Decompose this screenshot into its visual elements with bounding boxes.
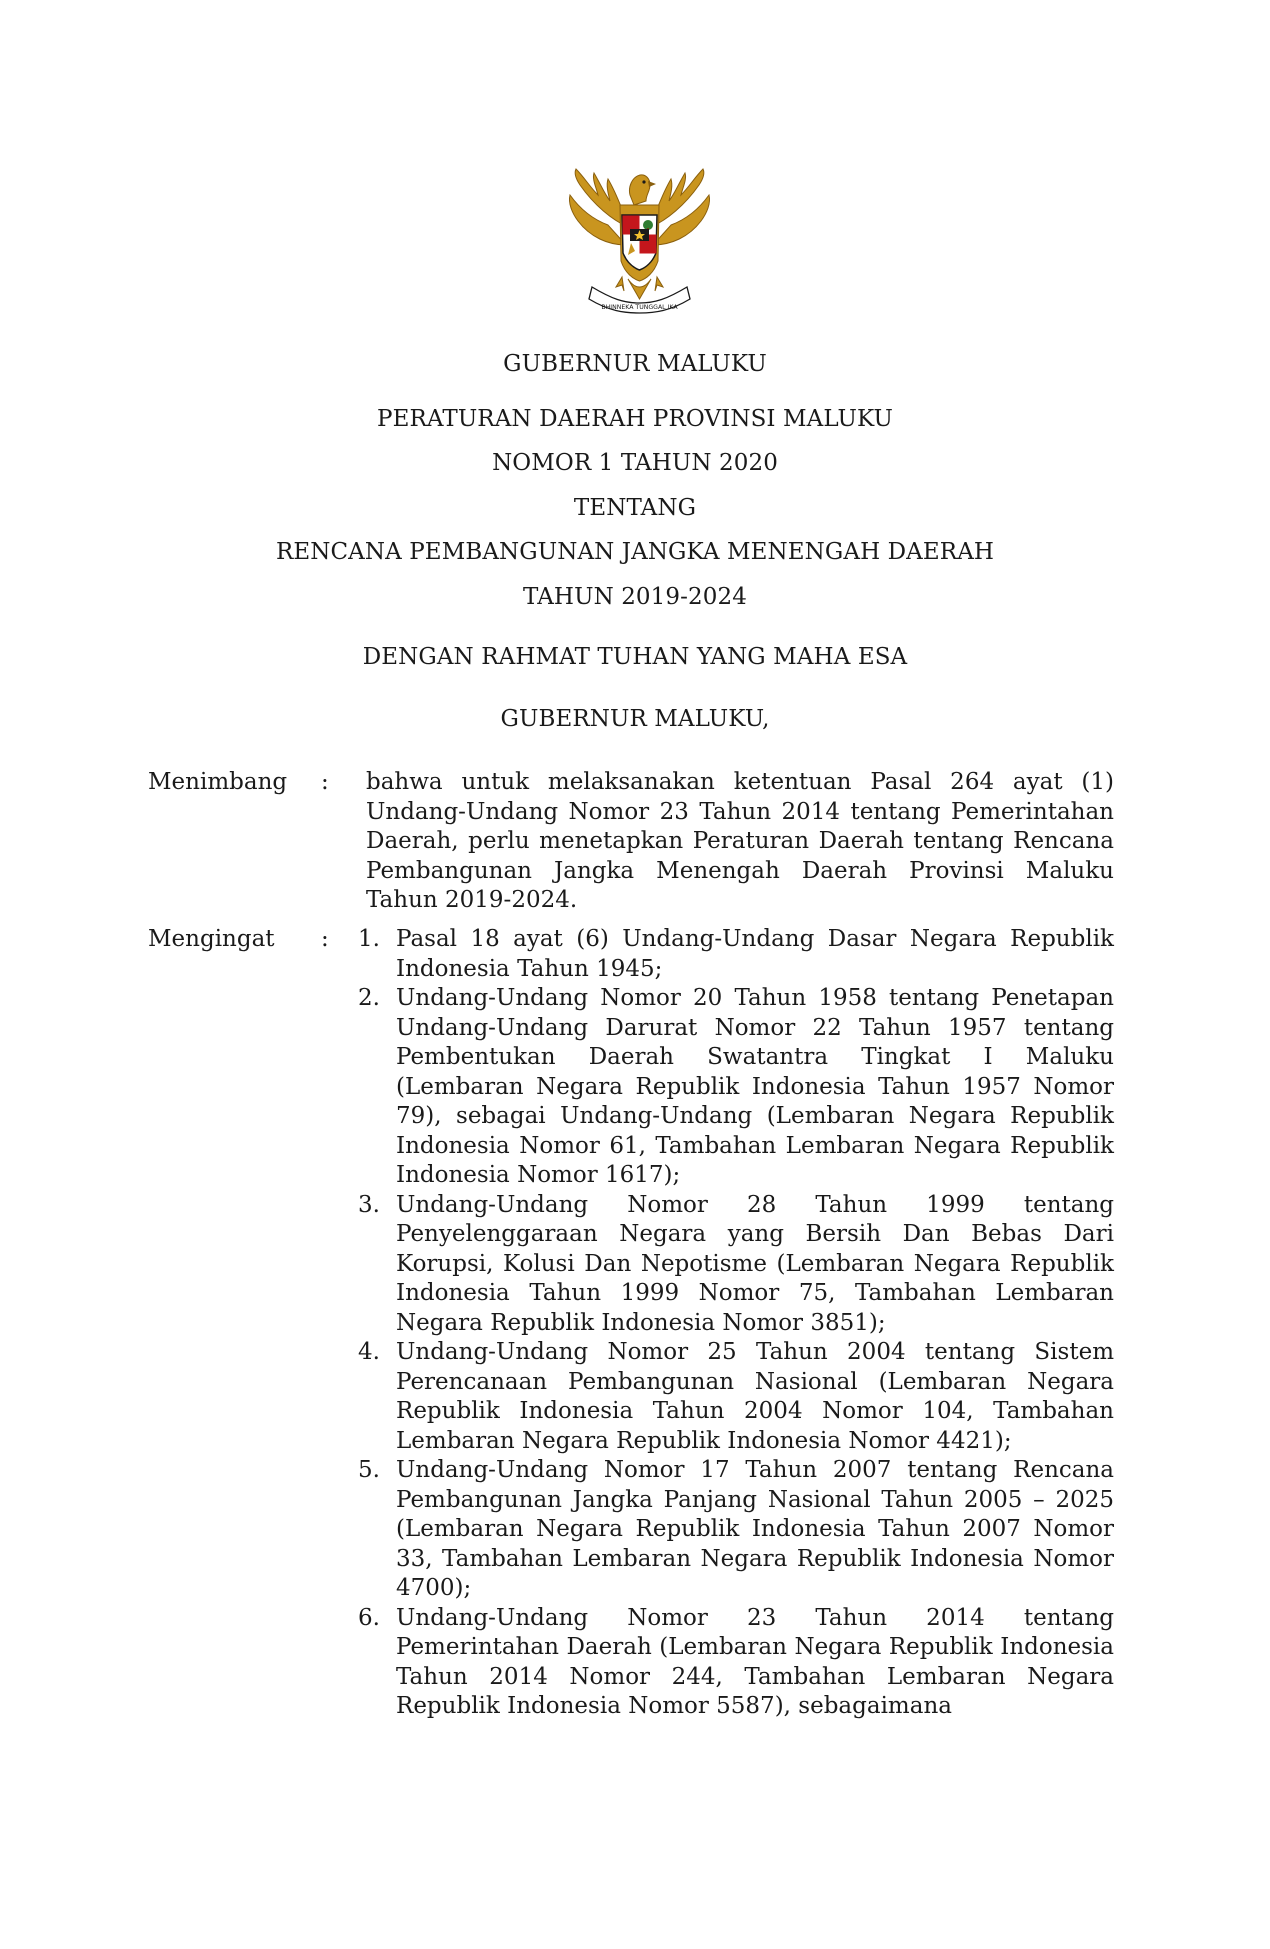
list-item — [358, 1456, 1114, 1604]
list-item — [358, 984, 1114, 1191]
governor-heading: GUBERNUR MALUKU, — [500, 706, 770, 732]
menimbang-colon: : — [321, 769, 329, 795]
about-heading: TENTANG — [573, 495, 697, 521]
emblem-motto: BHINNEKA TUNGGAL IKA — [601, 304, 678, 311]
issuer-heading: GUBERNUR MALUKU — [503, 351, 767, 377]
mengingat-label: Mengingat — [148, 926, 275, 952]
invocation-heading: DENGAN RAHMAT TUHAN YANG MAHA ESA — [362, 644, 908, 670]
list-item-text: Undang-Undang Nomor 28 Tahun 1999 tentang Penyelenggaraan Negara yang Bersih Dan Bebas Dari Korupsi, Kolusi Dan Nepotisme (Lembaran Negara Republik Indonesia Tahun 1999 Nomor 75, Tambahan Lembaran Negara Republik Indonesia Nomor 3851); — [396, 1191, 1114, 1336]
garuda-emblem-icon — [562, 165, 717, 315]
list-item-text: Undang-Undang Nomor 17 Tahun 2007 tentang Rencana Pembangunan Jangka Panjang Nasional Tahun 2005 – 2025 (Lembaran Negara Republik Indonesia Tahun 2007 Nomor 33, Tambahan Lembaran Negara Republik Indonesia Nomor 4700); — [396, 1457, 1114, 1601]
subject-line-1: RENCANA PEMBANGUNAN JANGKA MENENGAH DAERAH — [275, 539, 995, 565]
menimbang-label: Menimbang — [148, 769, 288, 795]
list-item-number: 3. — [358, 1191, 380, 1218]
list-item-number: 2. — [358, 985, 380, 1011]
subject-line-2: TAHUN 2019-2024 — [523, 584, 747, 610]
list-item — [358, 1338, 1114, 1456]
list-item-number: 4. — [358, 1339, 380, 1365]
regulation-number: NOMOR 1 TAHUN 2020 — [492, 450, 778, 476]
list-item-text: Undang-Undang Nomor 20 Tahun 1958 tentang Penetapan Undang-Undang Darurat Nomor 22 Tahun 1957 tentang Pembentukan Daerah Swatantra Tingkat I Maluku (Lembaran Negara Republik Indonesia Tahun 1957 Nomor 79), sebagai Undang-Undang (Lembaran Negara Republik Indonesia Nomor 61, Tambahan Lembaran Negara Republik Indonesia Nomor 1617); — [396, 985, 1114, 1188]
list-item — [358, 1191, 1114, 1339]
list-item-text: Pasal 18 ayat (6) Undang-Undang Dasar Negara Republik Indonesia Tahun 1945; — [396, 926, 1114, 982]
menimbang-text: bahwa untuk melaksanakan ketentuan Pasal 264 ayat (1) Undang-Undang Nomor 23 Tahun 2014 tentang Pemerintahan Daerah, perlu menetapkan Peraturan Daerah tentang Rencana Pembangunan Jangka Menengah Daerah Provinsi Maluku Tahun 2019-2024. — [366, 769, 1114, 913]
list-item — [358, 1604, 1114, 1722]
list-item-number: 5. — [358, 1457, 380, 1483]
list-item-number: 1. — [358, 926, 380, 952]
list-item-number: 6. — [358, 1604, 380, 1631]
list-item-text: Undang-Undang Nomor 25 Tahun 2004 tentang Sistem Perencanaan Pembangunan Nasional (Lembaran Negara Republik Indonesia Tahun 2004 Nomor 104, Tambahan Lembaran Negara Republik Indonesia Nomor 4421); — [396, 1339, 1114, 1454]
regulation-title: PERATURAN DAERAH PROVINSI MALUKU — [377, 406, 893, 432]
mengingat-colon: : — [321, 926, 329, 952]
mengingat-list — [358, 925, 1114, 1722]
list-item-text: Undang-Undang Nomor 23 Tahun 2014 tentang Pemerintahan Daerah (Lembaran Negara Republik Indonesia Tahun 2014 Nomor 244, Tambahan Lembaran Negara Republik Indonesia Nomor 5587), sebagaimana — [396, 1604, 1114, 1719]
list-item — [358, 925, 1114, 984]
